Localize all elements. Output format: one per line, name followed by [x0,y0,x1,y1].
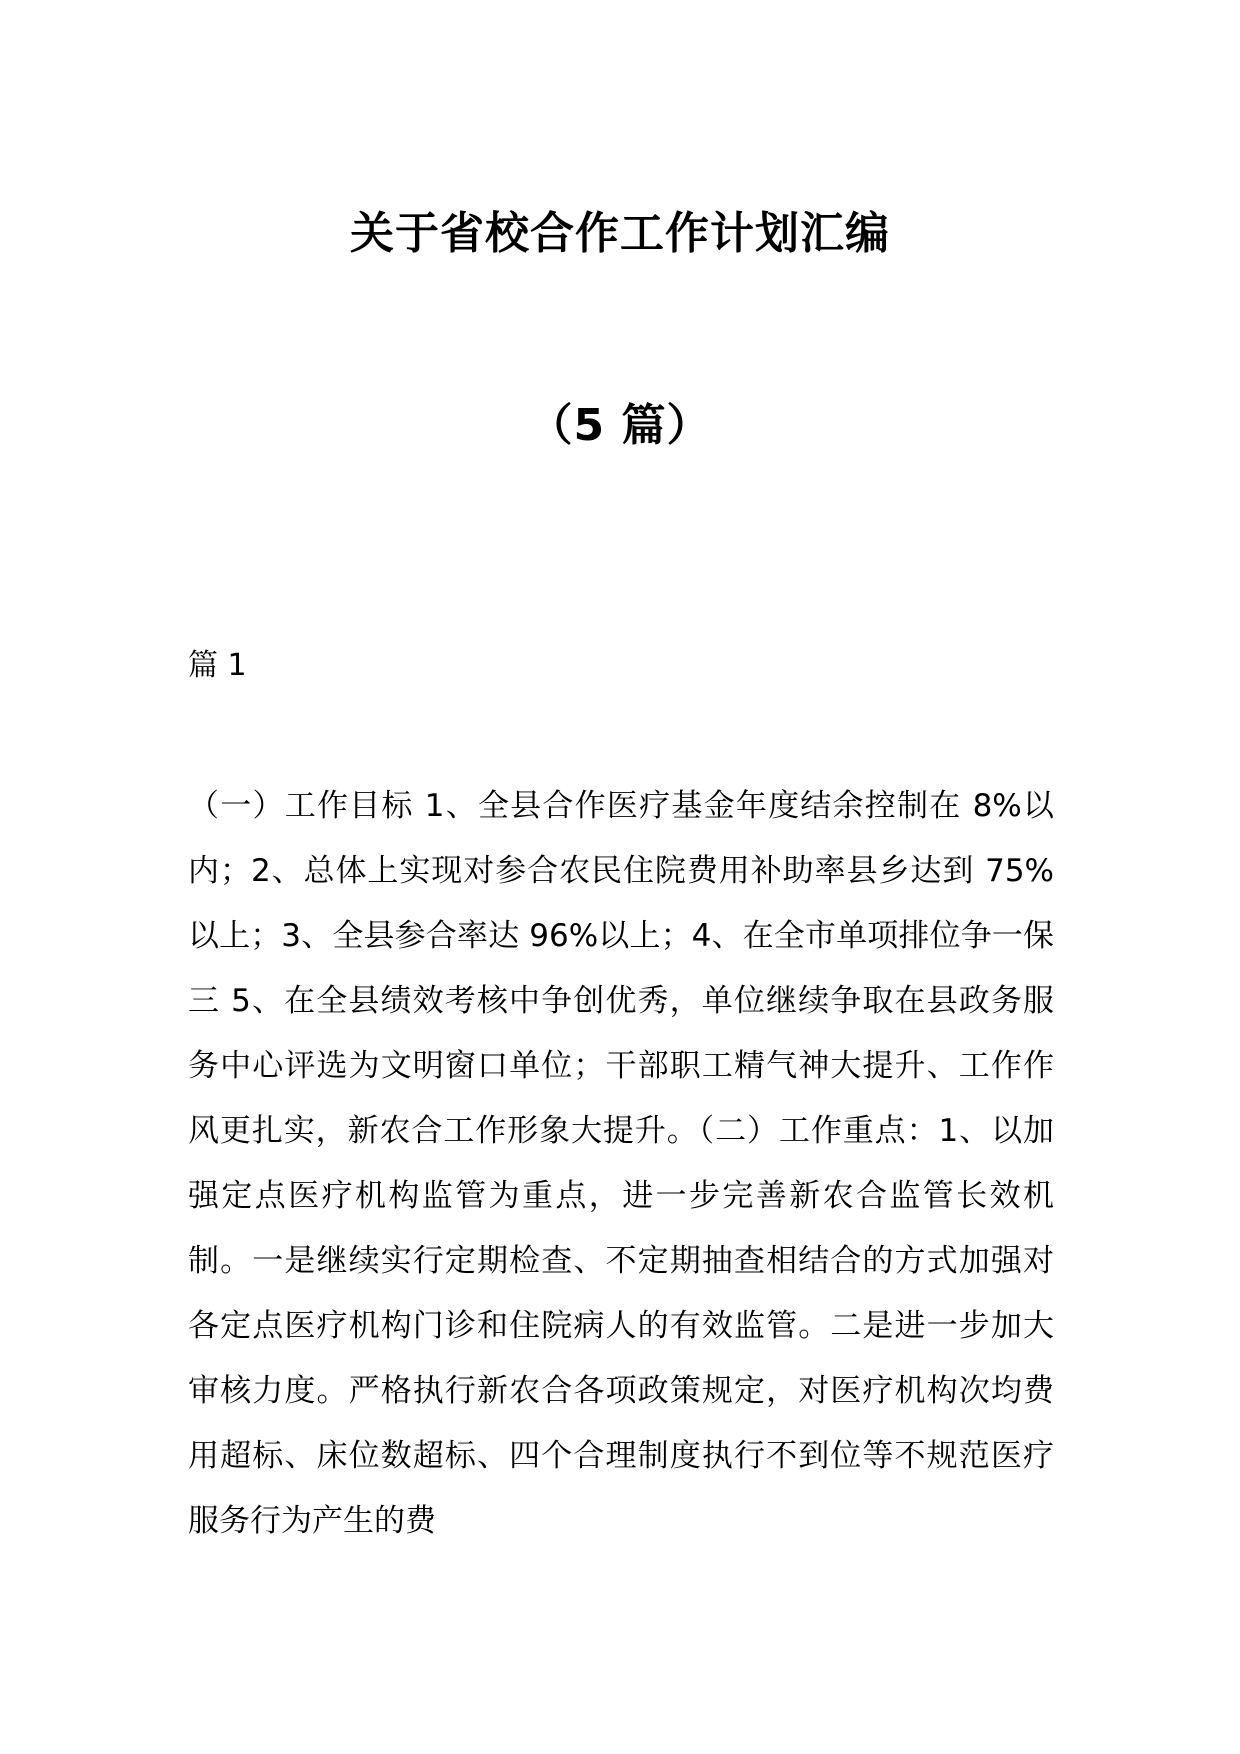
section-label: 篇 1 [188,648,247,683]
body-paragraph: （一）工作目标 1、全县合作医疗基金年度结余控制在 8%以内；2、总体上实现对参合农民住院费用补助率县乡达到 75%以上；3、全县参合率达 96%以上；4、在全市单项排位争一保三 5、在全县绩效考核中争创优秀，单位继续争取在县政务服务中心评选为文明窗口单位；干部职工精气神大提升、工作作风更扎实，新农合工作形象大提升。（二）工作重点：1、以加强定点医疗机构监管为重点，进一步完善新农合监管长效机制。一是继续实行定期检查、不定期抽查相结合的方式加强对各定点医疗机构门诊和住院病人的有效监管。二是进一步加大审核力度。严格执行新农合各项政策规定，对医疗机构次均费用超标、床位数超标、四个合理制度执行不到位等不规范医疗服务行为产生的费 [188,788,1054,1539]
document-title: 关于省校合作工作计划汇编 [350,208,890,259]
document-subtitle: （5 篇） [528,400,712,451]
